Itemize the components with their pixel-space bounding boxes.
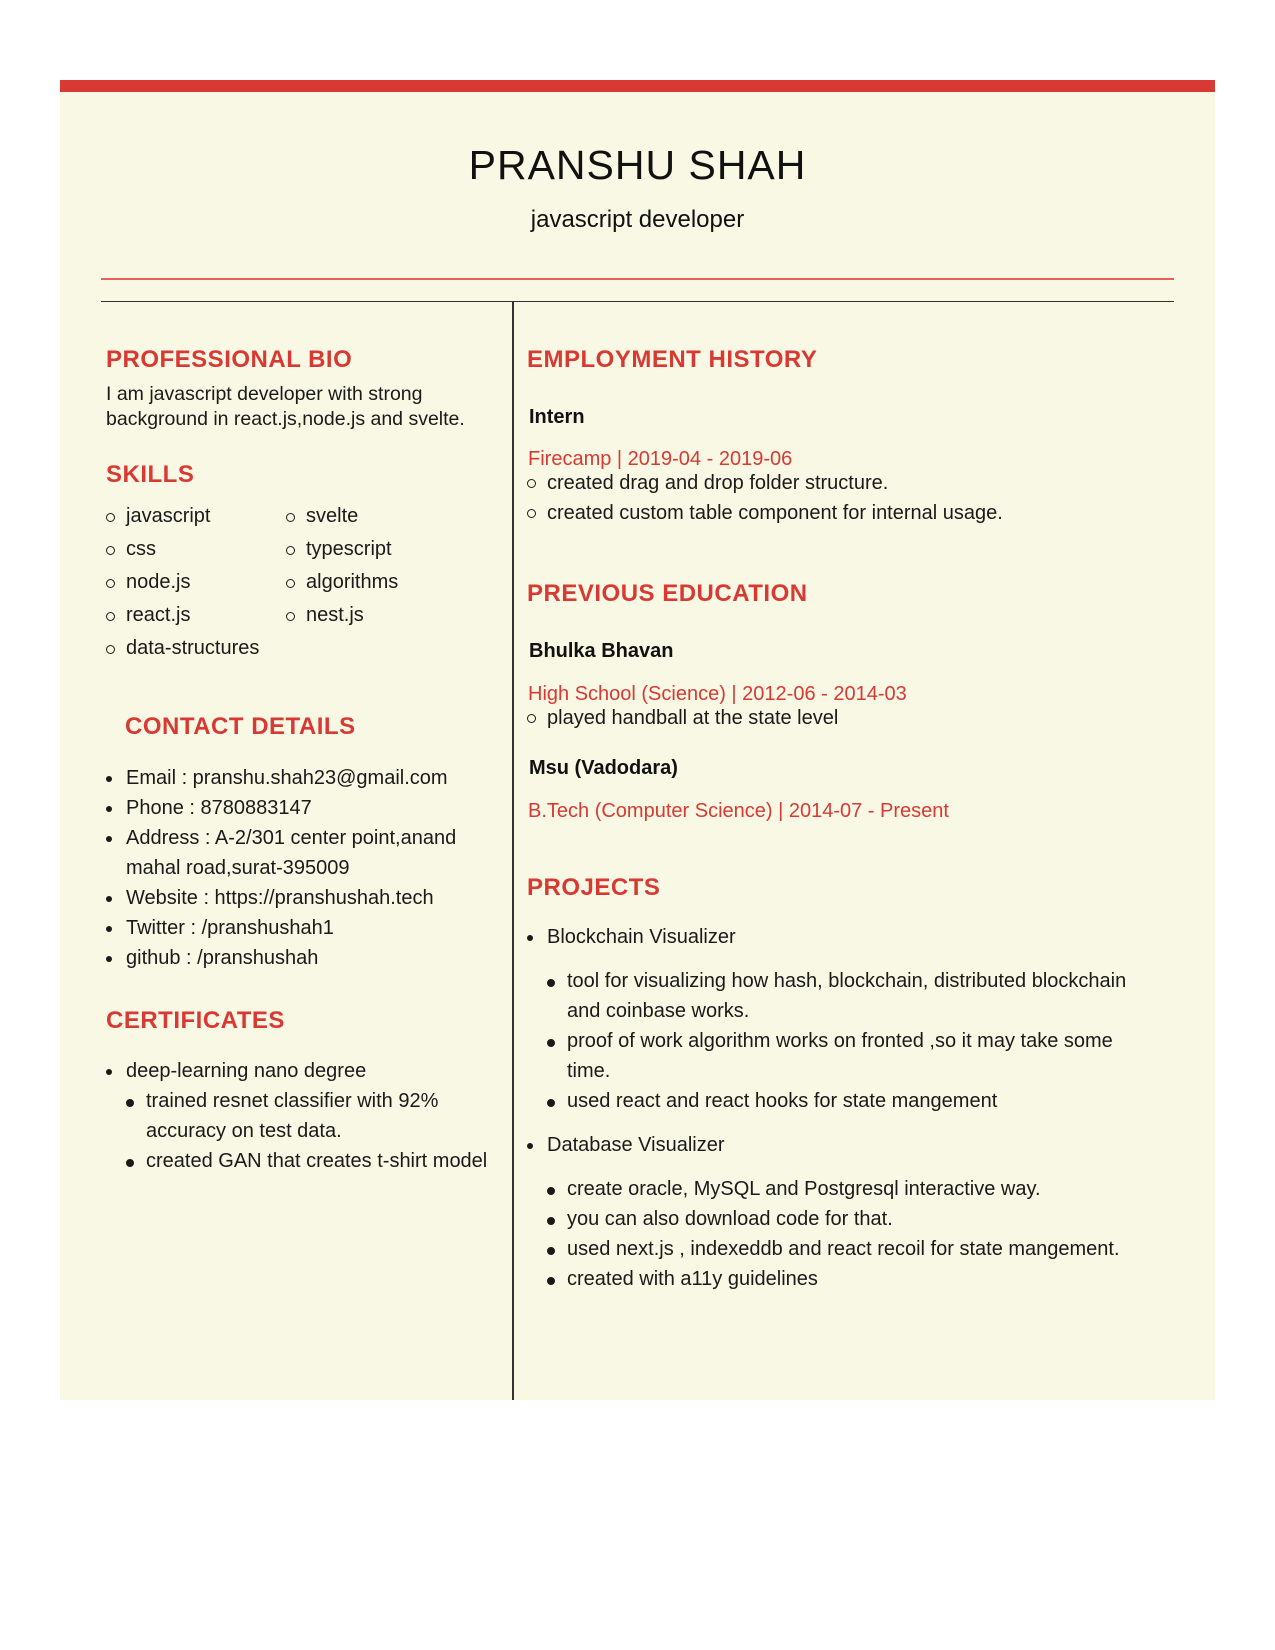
candidate-name: PRANSHU SHAH — [468, 142, 807, 188]
contact-github: github : /pranshushah — [106, 943, 486, 973]
school-name: Bhulka Bhavan — [529, 640, 674, 662]
job-title: Intern — [529, 406, 585, 428]
project-detail: proof of work algorithm works on fronted ,so it may take some time. — [547, 1026, 1152, 1086]
candidate-role: javascript developer — [530, 206, 745, 233]
skills-heading: SKILLS — [106, 461, 195, 488]
school-details — [527, 703, 1147, 733]
bio-text: I am javascript developer with strong background in react.js,node.js and svelte. — [106, 383, 465, 430]
skill-item: data-structures — [106, 632, 259, 665]
project-item — [527, 1130, 1152, 1294]
skill-item: javascript — [106, 500, 259, 533]
contact-list — [106, 763, 486, 973]
project-name: Database Visualizer — [547, 1134, 725, 1156]
project-detail: you can also download code for that. — [547, 1204, 1152, 1234]
bio-heading: PROFESSIONAL BIO — [106, 346, 353, 373]
skill-item: react.js — [106, 599, 259, 632]
contact-heading: CONTACT DETAILS — [125, 713, 356, 740]
skill-item: node.js — [106, 566, 259, 599]
column-divider — [512, 302, 514, 1400]
resume-page — [60, 80, 1215, 1400]
school-name: Msu (Vadodara) — [529, 757, 678, 779]
project-detail: tool for visualizing how hash, blockchain, distributed blockchain and coinbase works. — [547, 966, 1152, 1026]
skill-item: algorithms — [286, 566, 398, 599]
contact-website: Website : https://pranshushah.tech — [106, 883, 486, 913]
contact-address: Address : A-2/301 center point,anand mahal road,surat-395009 — [106, 823, 486, 883]
skills-column-right — [286, 500, 398, 632]
project-details — [547, 966, 1152, 1116]
contact-phone: Phone : 8780883147 — [106, 793, 486, 823]
projects-list — [527, 922, 1152, 1294]
contact-email: Email : pranshu.shah23@gmail.com — [106, 763, 486, 793]
project-details — [547, 1174, 1152, 1294]
job-details — [527, 468, 1147, 528]
skill-item: nest.js — [286, 599, 398, 632]
certificate-details — [126, 1086, 501, 1176]
project-detail: used react and react hooks for state mangement — [547, 1086, 1152, 1116]
header-divider-red — [101, 278, 1174, 280]
certificate-detail: trained resnet classifier with 92% accuracy on test data. — [126, 1086, 501, 1146]
skill-item: typescript — [286, 533, 398, 566]
skill-item: css — [106, 533, 259, 566]
project-item — [527, 922, 1152, 1116]
skills-column-left — [106, 500, 259, 665]
school-meta: High School (Science) | 2012-06 - 2014-03 — [528, 683, 907, 705]
skill-item: svelte — [286, 500, 398, 533]
school-detail: played handball at the state level — [527, 703, 1147, 733]
job-detail: created custom table component for internal usage. — [527, 498, 1147, 528]
job-detail: created drag and drop folder structure. — [527, 468, 1147, 498]
project-detail: used next.js , indexeddb and react recoil for state mangement. — [547, 1234, 1152, 1264]
project-name: Blockchain Visualizer — [547, 926, 736, 948]
certificate-item — [106, 1056, 501, 1176]
certificates-list — [106, 1056, 501, 1176]
certificate-name: deep-learning nano degree — [126, 1060, 367, 1082]
accent-bar — [60, 80, 1215, 92]
header-divider-dark — [101, 301, 1174, 302]
projects-heading: PROJECTS — [527, 874, 661, 901]
project-detail: create oracle, MySQL and Postgresql interactive way. — [547, 1174, 1152, 1204]
school-meta: B.Tech (Computer Science) | 2014-07 - Present — [528, 800, 949, 822]
employment-heading: EMPLOYMENT HISTORY — [527, 346, 818, 373]
certificate-detail: created GAN that creates t-shirt model — [126, 1146, 501, 1176]
project-detail: created with a11y guidelines — [547, 1264, 1152, 1294]
contact-twitter: Twitter : /pranshushah1 — [106, 913, 486, 943]
job-meta: Firecamp | 2019-04 - 2019-06 — [528, 448, 793, 470]
education-heading: PREVIOUS EDUCATION — [527, 580, 808, 607]
certificates-heading: CERTIFICATES — [106, 1007, 285, 1034]
